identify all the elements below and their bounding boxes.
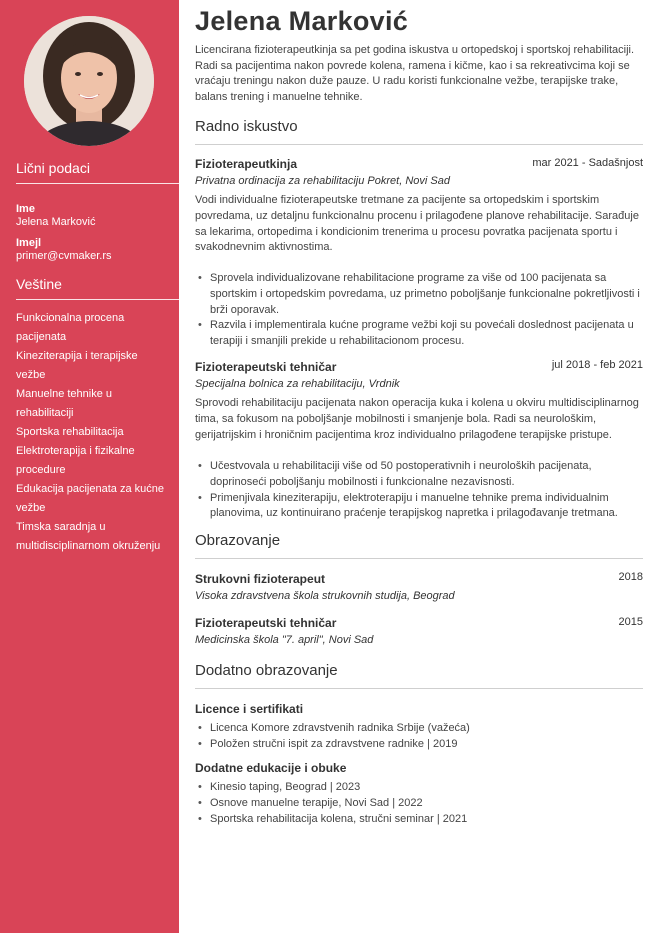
education-degree: Fizioterapeutski tehničar — [195, 616, 337, 630]
name-label: Ime — [16, 203, 35, 215]
personal-info-heading-text: Lični podaci — [16, 160, 90, 176]
profile-photo — [24, 16, 154, 146]
profile-summary: Licencirana fizioterapeutkinja sa pet godina iskustva u ortopedskoj i sportskoj rehabilitaciji. Radi sa pacijentima nakon povrede kolena, ramena i kičme, kao i sa rekreativcima koji se vraćaju treningu nakon duže pauze. U radu koristi funkcionalne vežbe, terapijske trake, balans trening i manuelne tehnike. — [195, 44, 635, 103]
job-date: mar 2021 - Sadašnjost — [532, 157, 643, 169]
experience-heading: Radno iskustvo — [195, 118, 643, 145]
email-label: Imejl — [16, 237, 42, 249]
additional-education-heading: Dodatno obrazovanje — [195, 662, 643, 689]
license-item: • Položen stručni ispit za zdravstvene radnike | 2019 — [195, 737, 643, 753]
achievement-item: • Primenjivala kineziterapiju, elektroterapiju i manuelne tehnike prema individualnim planovima, uz kontinuirano praćenje terapijskog napretka i prilagođavanje tretmana. — [195, 491, 643, 523]
skill-item: Elektroterapija i fizikalne procedure — [16, 445, 135, 476]
trainings-heading: Dodatne edukacije i obuke — [195, 761, 347, 775]
achievement-item: • Sprovela individualizovane rehabilitacione programe za više od 100 pacijenata sa sportskim i ortopedskim povredama, uz primetno poboljšanje funkcionalne pokretljivosti i brži oporavak. — [195, 271, 643, 318]
education-heading: Obrazovanje — [195, 532, 643, 559]
email-value: primer@cvmaker.rs — [16, 250, 112, 262]
licenses-heading: Licence i sertifikati — [195, 702, 304, 716]
skill-item: Edukacija pacijenata za kućne vežbe — [16, 483, 164, 514]
skill-item: Funkcionalna procena pacijenata — [16, 312, 125, 343]
education-degree: Strukovni fizioterapeut — [195, 572, 326, 586]
sidebar — [0, 0, 179, 933]
job-title: Fizioterapeutski tehničar — [195, 360, 337, 374]
job-description: Sprovodi rehabilitaciju pacijenata nakon operacija kuka i kolena u okviru multidisciplinarnog tima, sa fokusom na poboljšanje mobilnosti i smanjenje bola. Radi sa neurološkim, gerijatrijskim i hroničnim pacijentima kroz individualno prilagođene terapijske pristupe. — [195, 397, 639, 441]
education-year: 2015 — [618, 616, 643, 628]
trainings-list — [195, 780, 643, 827]
skill-item: Sportska rehabilitacija — [16, 426, 124, 438]
skill-item: Timska saradnja u multidisciplinarnom okruženju — [16, 521, 161, 552]
name-value: Jelena Marković — [16, 216, 96, 228]
job-achievements — [195, 271, 643, 350]
education-year: 2018 — [618, 571, 643, 583]
job-date: jul 2018 - feb 2021 — [551, 359, 643, 371]
job-title: Fizioterapeutkinja — [195, 157, 298, 171]
job-achievements — [195, 459, 643, 522]
skills-heading-text: Veštine — [16, 276, 62, 292]
training-item: • Osnove manuelne terapije, Novi Sad | 2022 — [195, 796, 643, 812]
licenses-list — [195, 721, 643, 753]
job-employer: Privatna ordinacija za rehabilitaciju Pokret, Novi Sad — [195, 175, 450, 187]
achievement-item: • Učestvovala u rehabilitaciji više od 50 postoperativnih i neuroloških pacijenata, doprinoseći poboljšanju mobilnosti i funkcionalne nezavisnosti. — [195, 459, 643, 491]
personal-info-heading — [16, 160, 179, 184]
skill-item: Kineziterapija i terapijske vežbe — [16, 350, 138, 381]
achievement-item: • Razvila i implementirala kućne programe vežbi koji su povećali doslednost pacijenata u terapiji i smanjili prekide u rehabilitacionom procesu. — [195, 318, 643, 350]
job-description: Vodi individualne fizioterapeutske tretmane za pacijente sa ortopedskim i sportskim povredama, uz detaljnu funkcionalnu procenu i prilagođene planove rehabilitacije. Sarađuje sa lekarima, ortopedima i kondicionim trenerima u procesu povratka pacijenata sportu i svakodnevnim aktivnostima. — [195, 194, 639, 254]
education-school: Medicinska škola "7. april", Novi Sad — [195, 634, 374, 646]
license-item: • Licenca Komore zdravstvenih radnika Srbije (važeća) — [195, 721, 643, 737]
education-school: Visoka zdravstvena škola strukovnih studija, Beograd — [195, 590, 455, 602]
job-employer: Specijalna bolnica za rehabilitaciju, Vrdnik — [195, 378, 400, 390]
training-item: • Sportska rehabilitacija kolena, stručni seminar | 2021 — [195, 812, 643, 828]
skills-list — [16, 309, 166, 556]
skills-heading — [16, 276, 179, 300]
training-item: • Kinesio taping, Beograd | 2023 — [195, 780, 643, 796]
candidate-name: Jelena Marković — [195, 6, 409, 36]
profile-photo-illustration — [24, 16, 154, 146]
skill-item: Manuelne tehnike u rehabilitaciji — [16, 388, 113, 419]
